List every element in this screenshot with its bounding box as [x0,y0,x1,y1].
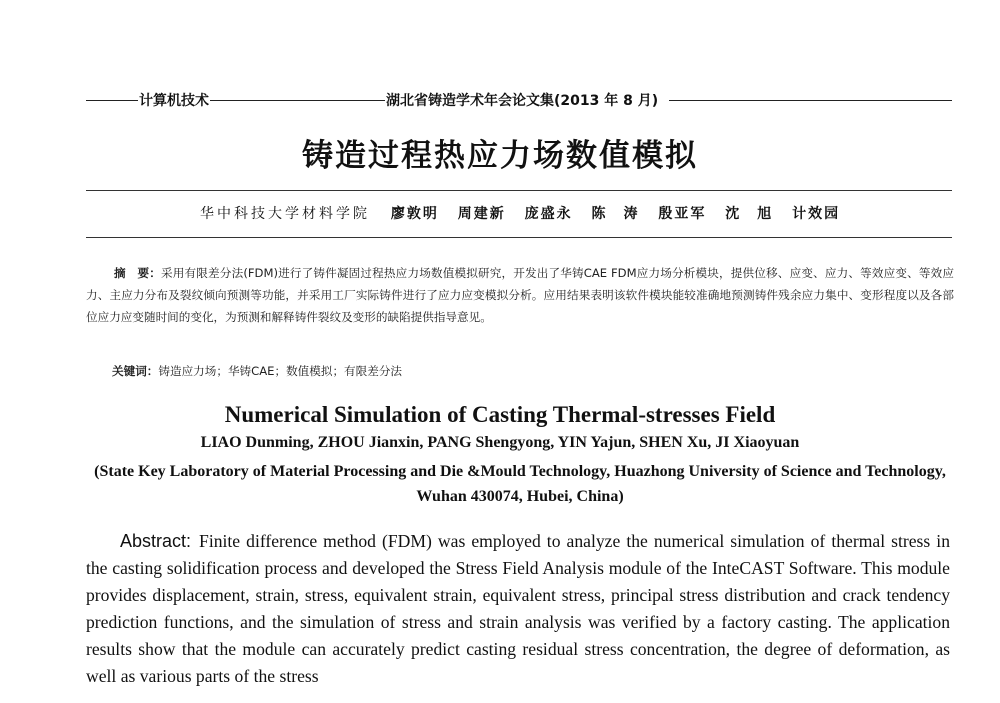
author-name: 陈 涛 [591,206,640,222]
chinese-keywords-label: 关键词： [112,364,159,378]
chinese-authors [200,203,854,223]
header-rule [210,100,385,101]
author-name: 庞盛永 [524,206,573,222]
header-proceedings: 湖北省铸造学术年会论文集(2013 年 8 月) [386,93,659,109]
english-affiliation: (State Key Laboratory of Material Processing and Die &Mould Technology, Huazhong University of Science and Technology, Wuhan 430074, Hubei, China) [94,463,946,505]
chinese-abstract [86,262,954,328]
header-section: 计算机技术 [139,93,209,109]
header-rule [669,100,952,101]
title-rule-top [86,190,952,191]
title-rule-bottom [86,237,952,238]
english-abstract-label: Abstract: [120,531,192,551]
english-title: Numerical Simulation of Casting Thermal-stresses Field [224,402,776,427]
author-name: 沈 旭 [725,206,774,222]
running-header [86,90,952,110]
english-authors: LIAO Dunming, ZHOU Jianxin, PANG Shengyong, YIN Yajun, SHEN Xu, JI Xiaoyuan [200,434,800,451]
chinese-keywords [112,363,402,379]
author-name: 计效园 [792,206,841,222]
chinese-title: 铸造过程热应力场数值模拟 [302,138,698,174]
chinese-affiliation: 华中科技大学材料学院 [200,206,370,222]
author-name: 周建新 [457,206,506,222]
header-rule [86,100,138,101]
chinese-keywords-text: 铸造应力场；华铸CAE；数值模拟；有限差分法 [158,364,403,378]
chinese-abstract-label: 摘 要： [114,266,162,280]
chinese-abstract-text: 采用有限差分法(FDM)进行了铸件凝固过程热应力场数值模拟研究，开发出了华铸CAE FDM应力场分析模块，提供位移、应变、应力、等效应变、等效应力、主应力分布及裂纹倾向预测等功能，并采用工厂实际铸件进行了应力应变模拟分析。应用结果表明该软件模块能较准确地预测铸件残余应力集中、变形程度以及各部位应力应变随时间的变化，为预测和解释铸件裂纹及变形的缺陷提供指导意见。 [86,266,954,324]
english-abstract-text: Finite difference method (FDM) was employed to analyze the numerical simulation of thermal stress in the casting solidification process and developed the Stress Field Analysis module of the InteCAST Software. This module provides displacement, strain, stress, equivalent strain, equivalent stress, principal stress distribution and crack tendency prediction functions, and the simulation of stress and strain analysis was verified by a factory casting. The application results show that the module can accurately predict casting residual stress concentration, the degree of deformation, as well as various parts of the stress [86,531,950,686]
author-name: 廖敦明 [390,206,439,222]
author-name: 殷亚军 [658,206,707,222]
english-abstract [86,528,950,690]
